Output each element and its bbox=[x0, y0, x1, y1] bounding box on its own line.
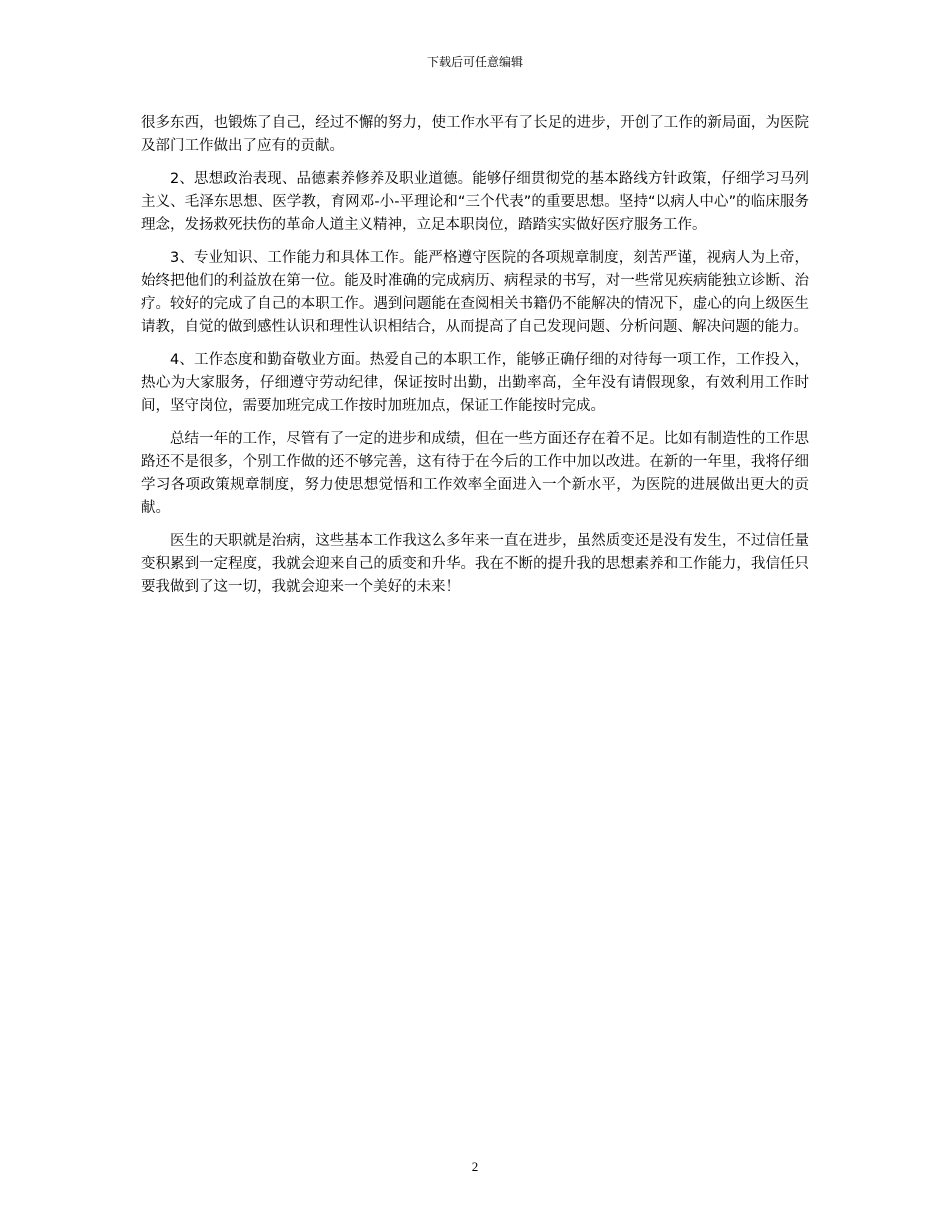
paragraph-professional-work: 3、专业知识、工作能力和具体工作。能严格遵守医院的各项规章制度，刻苦严谨，视病人为上帝，始终把他们的利益放在第一位。能及时准确的完成病历、病程录的书写，对一些常见疾病能独立诊断、治疗。较好的完成了自己的本职工作。遇到问题能在查阅相关书籍仍不能解决的情况下，虚心的向上级医生请教，自觉的做到感性认识和理性认识相结合，从而提高了自己发现问题、分析问题、解决问题的能力。 bbox=[141, 250, 809, 335]
paragraph-political-conduct: 2、思想政治表现、品德素养修养及职业道德。能够仔细贯彻党的基本路线方针政策，仔细学习马列主义、毛泽东思想、医学教，育网邓-小-平理论和“三个代表”的重要思想。坚持“以病人中心”的临床服务理念，发扬救死扶伤的革命人道主义精神，立足本职岗位，踏踏实实做好医疗服务工作。 bbox=[141, 171, 809, 233]
document-body bbox=[141, 112, 809, 609]
paragraph-continuation: 很多东西，也锻炼了自己，经过不懈的努力，使工作水平有了长足的进步，开创了工作的新局面，为医院及部门工作做出了应有的贡献。 bbox=[141, 115, 809, 154]
paragraph-work-attitude: 4、工作态度和勤奋敬业方面。热爱自己的本职工作，能够正确仔细的对待每一项工作，工作投入，热心为大家服务，仔细遵守劳动纪律，保证按时出勤，出勤率高，全年没有请假现象，有效利用工作时间，坚守岗位，需要加班完成工作按时加班加点，保证工作能按时完成。 bbox=[141, 352, 809, 414]
page-header: 下载后可任意编辑 bbox=[426, 55, 523, 69]
paragraph-summary: 总结一年的工作，尽管有了一定的进步和成绩，但在一些方面还存在着不足。比如有制造性的工作思路还不是很多，个别工作做的还不够完善，这有待于在今后的工作中加以改进。在新的一年里，我将仔细学习各项政策规章制度，努力使思想觉悟和工作效率全面进入一个新水平，为医院的进展做出更大的贡献。 bbox=[141, 431, 809, 516]
page-number: 2 bbox=[471, 1159, 479, 1174]
paragraph-conclusion: 医生的天职就是治病，这些基本工作我这么多年来一直在进步，虽然质变还是没有发生，不过信任量变积累到一定程度，我就会迎来自己的质变和升华。我在不断的提升我的思想素养和工作能力，我信任只要我做到了这一切，我就会迎来一个美好的未来！ bbox=[141, 533, 809, 595]
